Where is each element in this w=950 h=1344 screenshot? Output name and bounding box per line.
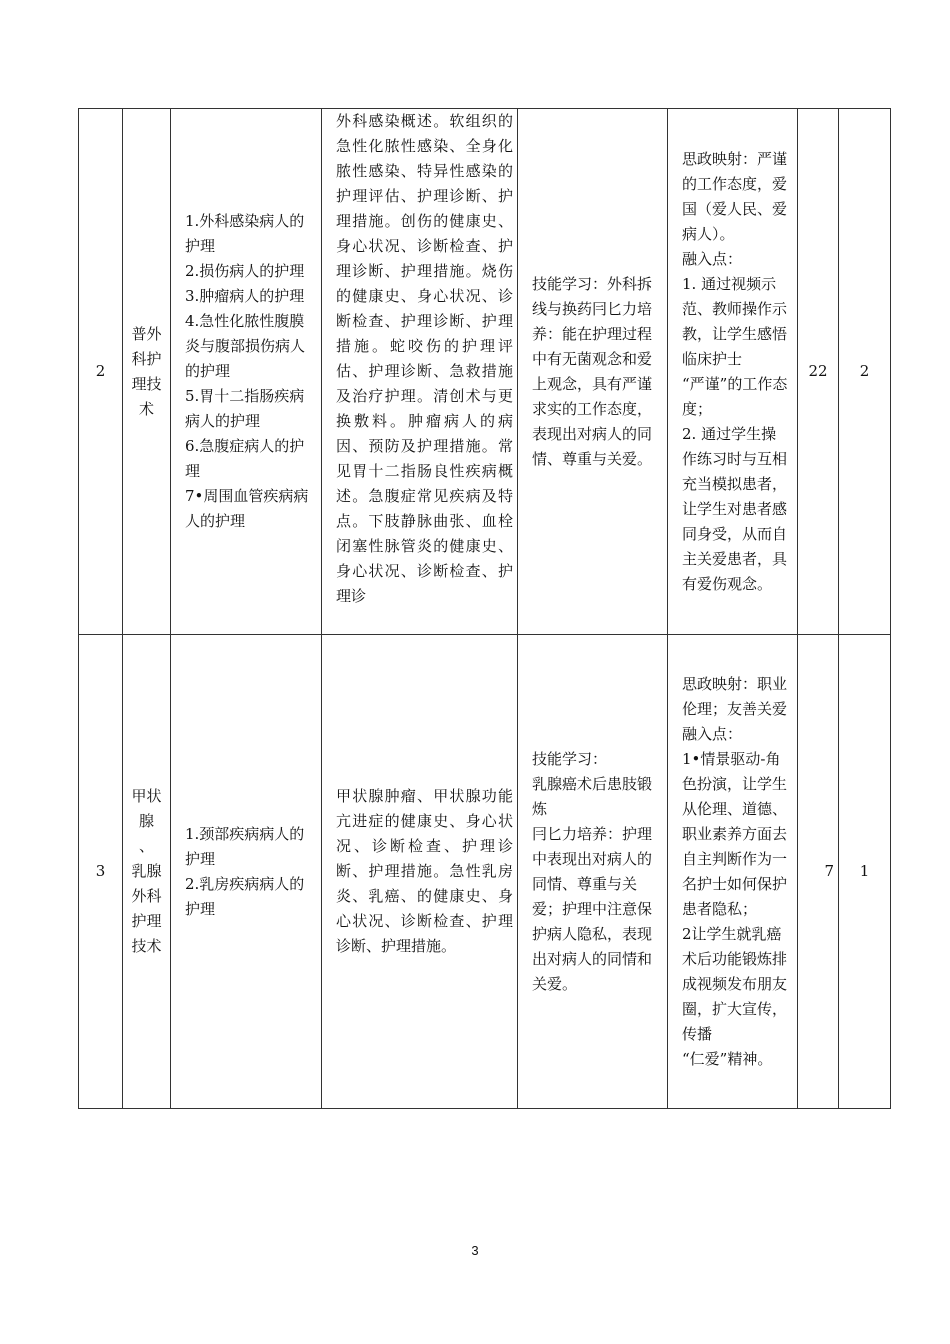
- table-row: [79, 109, 891, 635]
- course-content-table: [78, 108, 891, 1109]
- topic-item: 1.颈部疾病病人的护理: [185, 824, 305, 868]
- topic-item: 1.外科感染病人的护理: [185, 212, 305, 255]
- content-cell: [322, 635, 518, 1109]
- skill-cell: [518, 109, 668, 635]
- practice-hours-cell: 2: [839, 109, 891, 635]
- skill-line: 技能学习：: [532, 749, 608, 768]
- ideology-line: 思政映射：严谨的工作态度，爱国（爱人民、爱病人）。: [682, 149, 788, 243]
- skill-line: 乳腺癌术后患肢锻炼: [532, 774, 653, 818]
- module-name-line: 科护: [131, 349, 162, 368]
- ideology-line: 融入点：: [682, 249, 743, 268]
- module-name-line: 甲状: [131, 787, 162, 805]
- topic-item: 6.急腹症病人的护理: [185, 437, 305, 480]
- ideology-line: 思政映射：职业伦理；友善关爱融入点：: [682, 674, 788, 743]
- ideology-cell: [668, 635, 798, 1109]
- module-name-line: 腺: [138, 812, 154, 830]
- module-name-cell: [123, 109, 171, 635]
- topic-item: 7•周围血管疾病病人的护理: [185, 487, 309, 530]
- topic-item: 4.急性化脓性腹膜炎与腹部损伤病人的护理: [185, 312, 306, 380]
- row-number-cell: 3: [79, 635, 123, 1109]
- module-name-line: 术: [138, 399, 154, 418]
- skill-line: 冃匕力培养：护理中表现出对病人的同情、尊重与关爱；护理中注意保护病人隐私，表现出对病人的同情和关爱。: [532, 824, 653, 993]
- topic-item: 5.胃十二指肠疾病病人的护理: [185, 387, 305, 430]
- ideology-line: 2让学生就乳癌术后功能锻炼排成视频发布朋友圈，扩大宣传，传播: [682, 924, 788, 1043]
- skill-cell: [518, 635, 668, 1109]
- practice-hours-cell: 1: [839, 635, 891, 1109]
- content-text: 外科感染概述。软组织的急性化脓性感染、全身化脓性感染、特异性感染的护理评估、护理诊断、护理措施。创伤的健康史、身心状况、诊断检查、护理诊断、护理措施。烧伤的健康史、身心状况、诊断检查、护理诊断、护理措施。蛇咬伤的护理评估、护理诊断、急救措施及治疗护理。清创术与更换敷料。肿瘤病人的病因、预防及护理措施。常见胃十二指肠良性疾病概述。急腹症常见疾病及特点。下肢静脉曲张、血栓闭塞性脉管炎的健康史、身心状况、诊断检查、护理诊: [336, 112, 513, 605]
- skill-text: 技能学习：外科拆线与换药冃匕力培养：能在护理过程中有无菌观念和爱上观念，具有严谨求实的工作态度，表现出对病人的同情、尊重与关爱。: [532, 274, 653, 468]
- hours-cell: 7: [798, 635, 839, 1109]
- table-row: [79, 635, 891, 1109]
- module-name-line: 护理: [131, 912, 162, 930]
- module-name-line: 普外: [131, 324, 162, 343]
- module-name-cell: [123, 635, 171, 1109]
- ideology-line: 1•情景驱动-角色扮演，让学生从伦理、道德、职业素养方面去自主判断作为一名护士如何保护患者隐私；: [682, 749, 788, 918]
- topic-item: 2.损伤病人的护理: [185, 262, 305, 280]
- ideology-cell: [668, 109, 798, 635]
- topics-cell: [171, 635, 322, 1109]
- page-number: 3: [471, 1243, 479, 1258]
- ideology-line: 2. 通过学生操作练习时与互相充当模拟患者，让学生对患者感同身受，从而自主关爱患者，具有爱伤观念。: [682, 424, 788, 593]
- hours-cell: 22: [798, 109, 839, 635]
- content-cell: [322, 109, 518, 635]
- ideology-line: 1. 通过视频示范、教师操作示教，让学生感悟临床护士: [682, 274, 788, 368]
- module-name-line: 理技: [131, 374, 162, 393]
- topic-item: 2.乳房疾病病人的护理: [185, 874, 305, 918]
- row-number-cell: 2: [79, 109, 123, 635]
- ideology-line: “严谨”的工作态度；: [682, 374, 788, 418]
- ideology-line: “仁爱”精神。: [682, 1049, 773, 1068]
- module-name-line: 、: [138, 837, 154, 855]
- topics-cell: [171, 109, 322, 635]
- module-name-line: 乳腺: [131, 862, 162, 880]
- module-name-line: 外科: [131, 887, 162, 905]
- topic-item: 3.肿瘤病人的护理: [185, 287, 305, 305]
- content-text: 甲状腺肿瘤、甲状腺功能亢进症的健康史、身心状况、诊断检查、护理诊断、护理措施。急性乳房炎、乳癌、的健康史、身心状况、诊断检查、护理诊断、护理措施。: [336, 787, 513, 955]
- module-name-line: 技术: [131, 937, 162, 955]
